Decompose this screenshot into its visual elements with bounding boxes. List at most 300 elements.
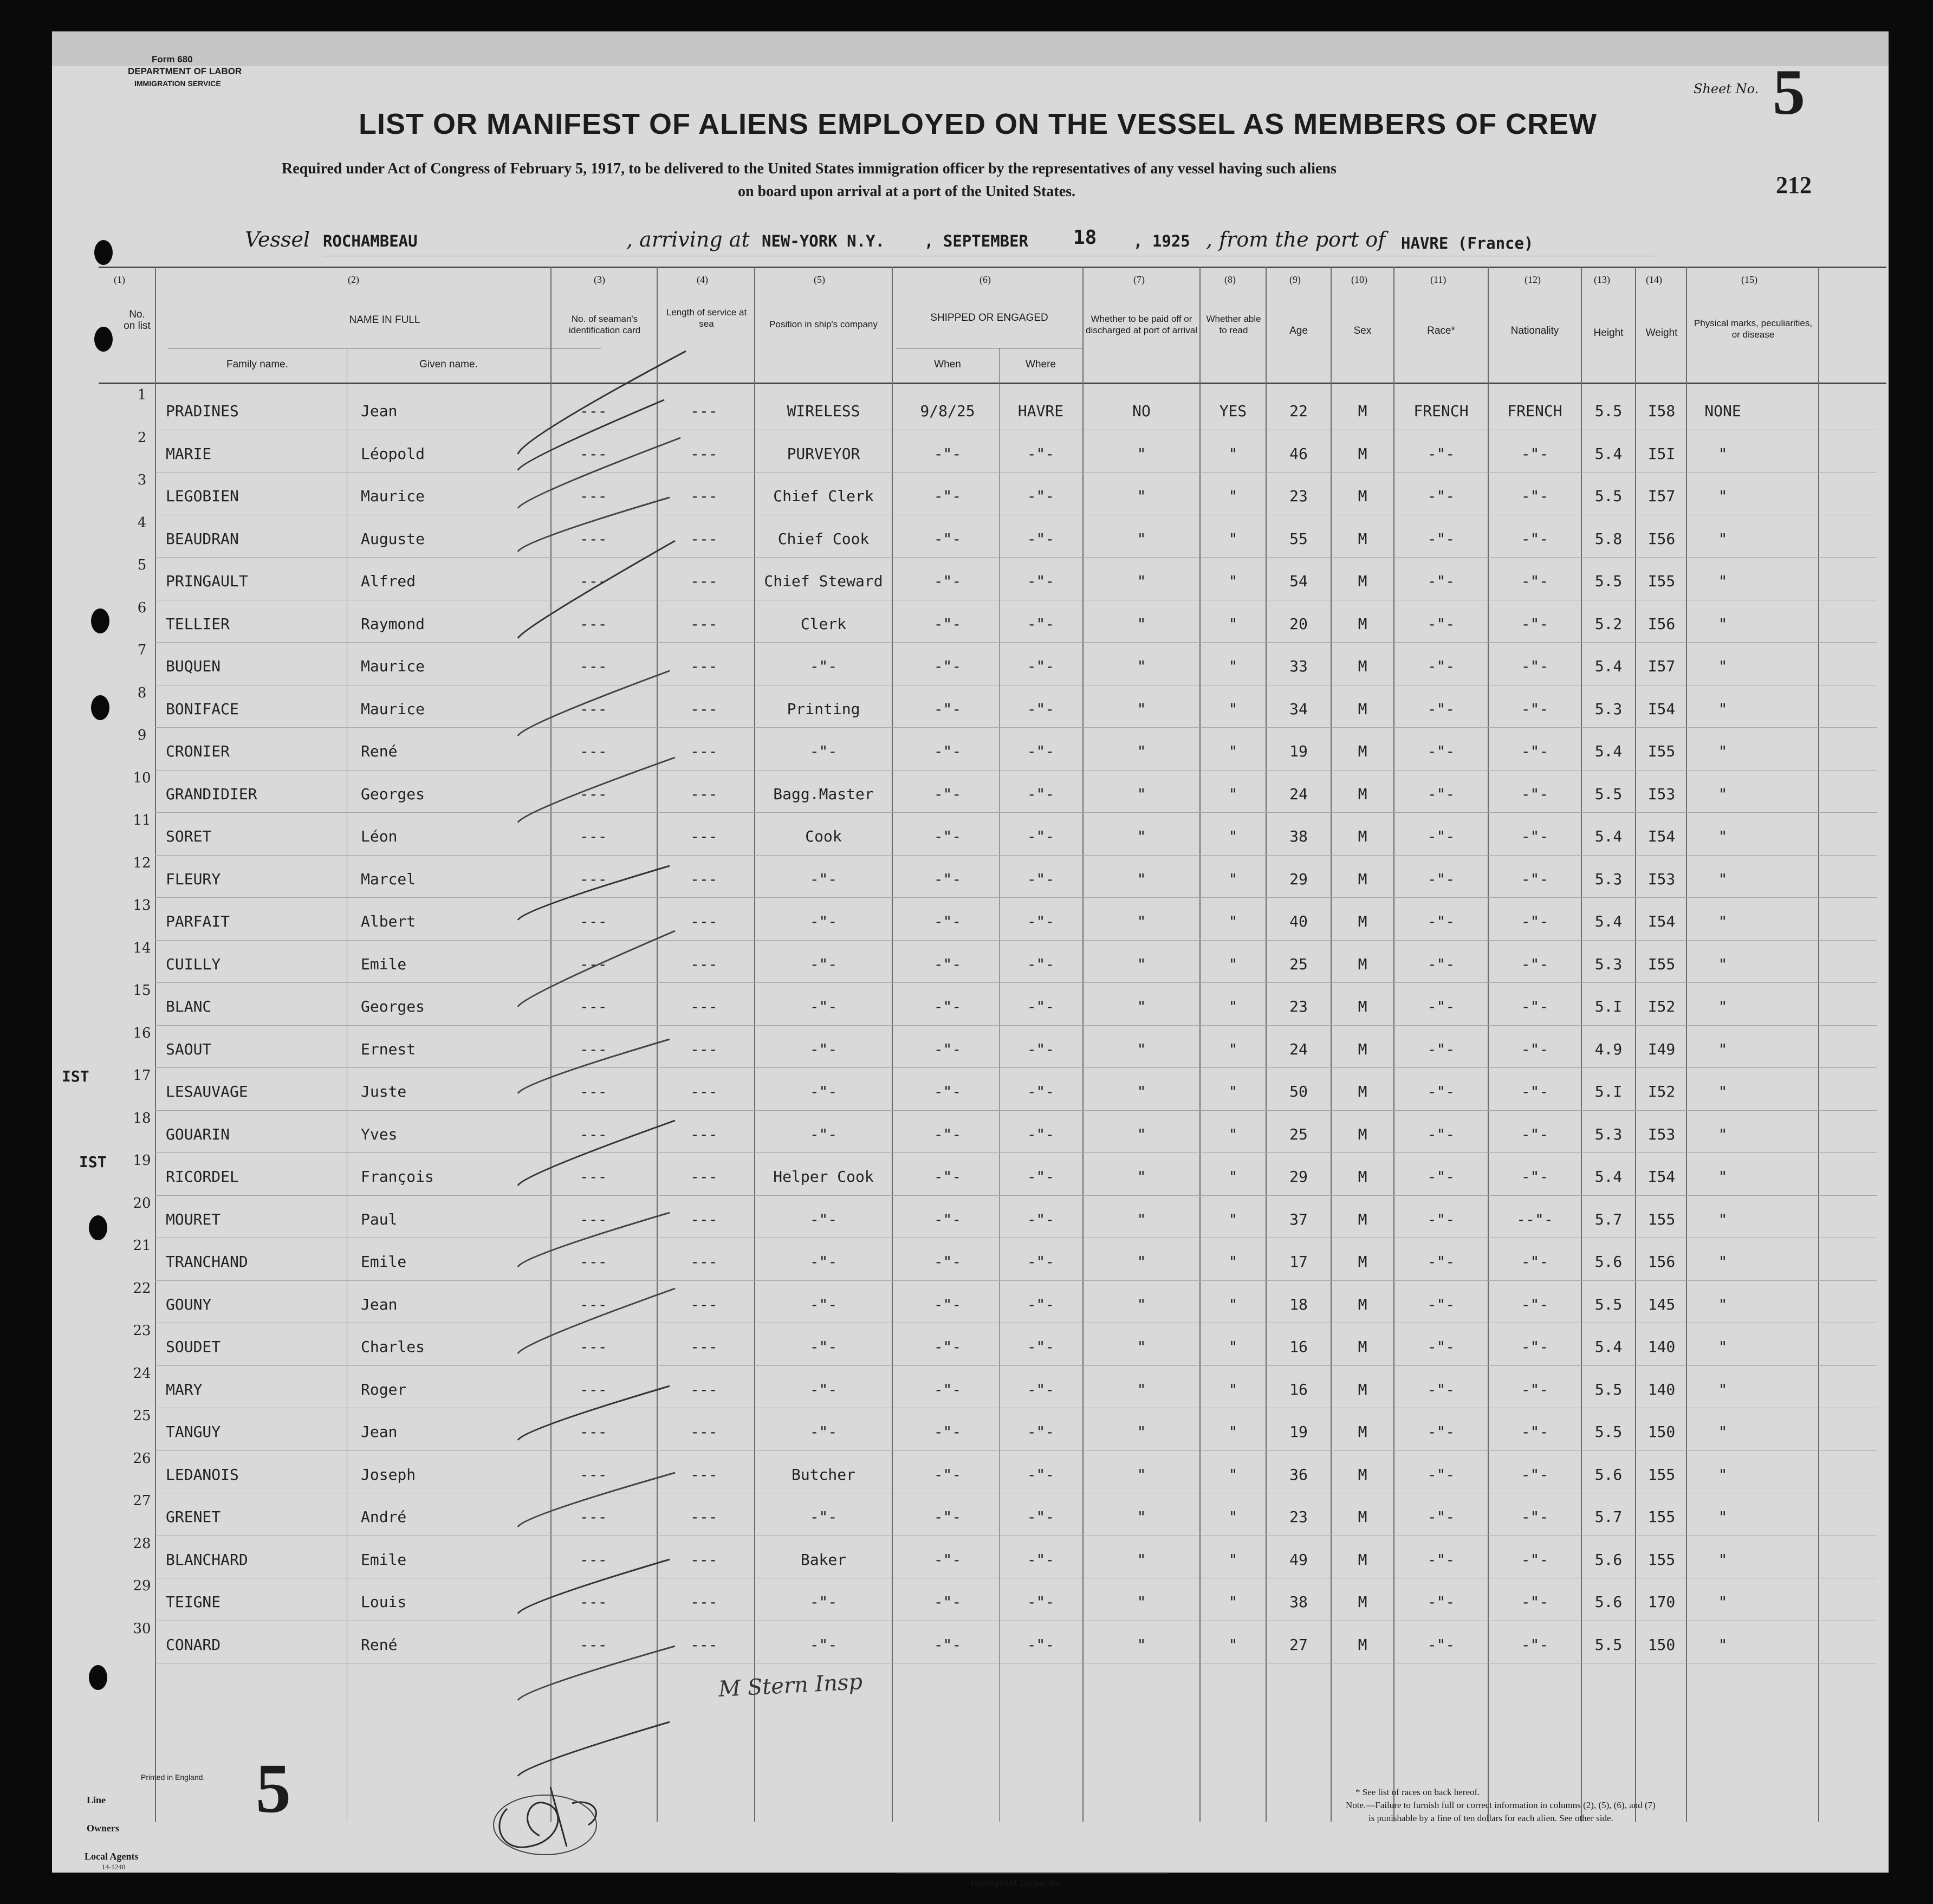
header-length-of-service: Length of service at sea xyxy=(666,307,747,329)
row-rule xyxy=(155,1152,1877,1153)
position: -"- xyxy=(809,998,838,1015)
row-number: 23 xyxy=(133,1323,151,1339)
physical-marks: " xyxy=(1718,572,1728,590)
nationality: -"- xyxy=(1521,1125,1549,1143)
race: -"- xyxy=(1427,487,1455,505)
able-to-read: " xyxy=(1228,1508,1238,1526)
position: WIRELESS xyxy=(787,402,860,420)
race: -"- xyxy=(1427,1125,1455,1143)
form-number: Form 680 xyxy=(152,54,193,64)
paid-off: " xyxy=(1137,444,1146,463)
service-length: --- xyxy=(690,402,718,420)
service-length: --- xyxy=(690,572,718,590)
service-length: --- xyxy=(690,742,718,760)
given-name: Roger xyxy=(361,1380,407,1398)
service-length: --- xyxy=(690,657,718,675)
race: -"- xyxy=(1427,614,1455,633)
sex: M xyxy=(1358,444,1367,463)
height: 5.6 xyxy=(1594,1593,1623,1611)
paid-off: " xyxy=(1137,1338,1146,1356)
row-number: 8 xyxy=(137,684,147,701)
service-length: --- xyxy=(690,1593,718,1611)
row-rule xyxy=(155,1280,1877,1281)
given-name: Georges xyxy=(361,998,425,1015)
race: -"- xyxy=(1427,1083,1455,1100)
punch-hole xyxy=(89,1215,107,1240)
shipped-when: -"- xyxy=(933,1295,962,1313)
race: -"- xyxy=(1427,742,1455,760)
row-rule xyxy=(155,1067,1877,1068)
col-number: (13) xyxy=(1594,274,1610,285)
given-name: René xyxy=(361,1635,398,1654)
arrival-day: 18 xyxy=(1073,226,1097,249)
nationality: -"- xyxy=(1521,870,1549,888)
row-number: 12 xyxy=(133,854,151,871)
manifest-sheet xyxy=(52,31,1889,1888)
height: 5.2 xyxy=(1594,614,1623,633)
height: 5.8 xyxy=(1594,529,1623,548)
weight: 145 xyxy=(1647,1295,1676,1313)
page-number: 212 xyxy=(1776,172,1812,198)
age: 18 xyxy=(1289,1295,1308,1313)
id-card-number: --- xyxy=(580,1380,607,1398)
age: 29 xyxy=(1289,1168,1308,1186)
margin-note-ist: IST xyxy=(79,1153,107,1171)
able-to-read: " xyxy=(1228,1338,1238,1356)
race: FRENCH xyxy=(1413,402,1469,420)
shipped-when: -"- xyxy=(933,1040,962,1058)
able-to-read: " xyxy=(1228,1125,1238,1143)
paid-off: " xyxy=(1137,1593,1146,1611)
row-rule xyxy=(155,940,1877,941)
race: -"- xyxy=(1427,827,1455,845)
shipped-when: -"- xyxy=(933,700,962,718)
shipped-where: -"- xyxy=(1027,1295,1055,1313)
paid-off: " xyxy=(1137,1380,1146,1398)
able-to-read: " xyxy=(1228,1040,1238,1058)
col-number: (14) xyxy=(1646,274,1662,285)
position: -"- xyxy=(809,1338,838,1356)
given-name: Jean xyxy=(361,402,398,420)
paid-off: " xyxy=(1137,1083,1146,1100)
sex: M xyxy=(1358,1083,1367,1100)
shipped-when: -"- xyxy=(933,827,962,845)
sex: M xyxy=(1358,1253,1367,1271)
service-length: --- xyxy=(690,827,718,845)
vessel-name: ROCHAMBEAU xyxy=(323,232,418,250)
shipped-when: -"- xyxy=(933,657,962,675)
physical-marks: " xyxy=(1718,1253,1728,1271)
paid-off: " xyxy=(1137,955,1146,973)
physical-marks: " xyxy=(1718,1040,1728,1058)
nationality: -"- xyxy=(1521,1380,1549,1398)
physical-marks: " xyxy=(1718,444,1728,463)
punch-hole xyxy=(94,327,113,352)
col-divider xyxy=(155,267,156,1822)
race: -"- xyxy=(1427,1168,1455,1186)
weight: I55 xyxy=(1647,572,1676,590)
race: -"- xyxy=(1427,657,1455,675)
id-card-number: --- xyxy=(580,1295,607,1313)
position: -"- xyxy=(809,1593,838,1611)
id-card-number: --- xyxy=(580,870,607,888)
sex: M xyxy=(1358,1635,1367,1654)
position: -"- xyxy=(809,657,838,675)
family-name: PRINGAULT xyxy=(166,572,248,590)
id-card-number: --- xyxy=(580,1040,607,1058)
shipped-when: 9/8/25 xyxy=(920,402,975,420)
family-name: BEAUDRAN xyxy=(166,529,239,548)
shipped-when: -"- xyxy=(933,912,962,930)
able-to-read: " xyxy=(1228,1083,1238,1100)
height: 5.3 xyxy=(1594,1125,1623,1143)
header-age: Age xyxy=(1289,325,1308,336)
given-name: Auguste xyxy=(361,529,425,548)
id-card-number: --- xyxy=(580,657,607,675)
age: 55 xyxy=(1289,529,1308,548)
given-name: Joseph xyxy=(361,1465,416,1484)
height: 5.6 xyxy=(1594,1465,1623,1484)
race: -"- xyxy=(1427,1635,1455,1654)
service-length: --- xyxy=(690,912,718,930)
shipped-where: -"- xyxy=(1027,657,1055,675)
service-length: --- xyxy=(690,1423,718,1441)
family-name: LEGOBIEN xyxy=(166,487,239,505)
family-name: BONIFACE xyxy=(166,700,239,718)
shipped-where: -"- xyxy=(1027,1168,1055,1186)
paid-off: " xyxy=(1137,1550,1146,1569)
col-divider xyxy=(1393,267,1394,1822)
family-name: CUILLY xyxy=(166,955,221,973)
footer-form-code: 14-1240 xyxy=(102,1863,126,1871)
nationality: -"- xyxy=(1521,998,1549,1015)
from-port-label: , from the port of xyxy=(1206,228,1386,251)
weight: I57 xyxy=(1647,487,1676,505)
height: 5.I xyxy=(1594,998,1623,1015)
age: 37 xyxy=(1289,1210,1308,1228)
sex: M xyxy=(1358,572,1367,590)
position: -"- xyxy=(809,1040,838,1058)
given-name: Paul xyxy=(361,1210,398,1228)
shipped-when: -"- xyxy=(933,1083,962,1100)
shipped-when: -"- xyxy=(933,1593,962,1611)
position: Clerk xyxy=(800,614,847,633)
col-divider xyxy=(1635,267,1636,1822)
given-name: François xyxy=(361,1168,434,1186)
arriving-label: , arriving at xyxy=(626,228,750,251)
able-to-read: " xyxy=(1228,1423,1238,1441)
height: 5.5 xyxy=(1594,402,1623,420)
position: Helper Cook xyxy=(773,1168,874,1186)
position: -"- xyxy=(809,870,838,888)
physical-marks: " xyxy=(1718,487,1728,505)
given-name: Alfred xyxy=(361,572,416,590)
id-card-number: --- xyxy=(580,1253,607,1271)
able-to-read: " xyxy=(1228,572,1238,590)
arrival-year: , 1925 xyxy=(1133,232,1190,250)
family-name: GOUNY xyxy=(166,1295,212,1313)
given-name: Emile xyxy=(361,1550,407,1569)
physical-marks: " xyxy=(1718,955,1728,973)
family-name: GRENET xyxy=(166,1508,221,1526)
inspector-signature: M Stern Insp xyxy=(717,1669,864,1702)
position: -"- xyxy=(809,742,838,760)
weight: I54 xyxy=(1647,827,1676,845)
height: 5.7 xyxy=(1594,1210,1623,1228)
race: -"- xyxy=(1427,1040,1455,1058)
nationality: FRENCH xyxy=(1507,402,1562,420)
race: -"- xyxy=(1427,785,1455,803)
weight: I54 xyxy=(1647,1168,1676,1186)
nationality: -"- xyxy=(1521,785,1549,803)
weight: I52 xyxy=(1647,998,1676,1015)
row-number: 19 xyxy=(133,1152,151,1169)
weight: 155 xyxy=(1647,1508,1676,1526)
shipped-where: -"- xyxy=(1027,1210,1055,1228)
service-length: --- xyxy=(690,444,718,463)
shipped-when: -"- xyxy=(933,1380,962,1398)
given-name: Yves xyxy=(361,1125,398,1143)
id-card-number: --- xyxy=(580,742,607,760)
given-name: André xyxy=(361,1508,407,1526)
able-to-read: " xyxy=(1228,657,1238,675)
sex: M xyxy=(1358,1338,1367,1356)
nationality: -"- xyxy=(1521,1253,1549,1271)
able-to-read: " xyxy=(1228,1168,1238,1186)
physical-marks: " xyxy=(1718,1083,1728,1100)
physical-marks: " xyxy=(1718,614,1728,633)
given-name: Raymond xyxy=(361,614,425,633)
race: -"- xyxy=(1427,572,1455,590)
family-name: TELLIER xyxy=(166,614,230,633)
family-name: SOUDET xyxy=(166,1338,221,1356)
age: 19 xyxy=(1289,742,1308,760)
nationality: -"- xyxy=(1521,700,1549,718)
able-to-read: " xyxy=(1228,529,1238,548)
handwritten-flourish xyxy=(485,1765,626,1863)
weight: I54 xyxy=(1647,912,1676,930)
row-number: 16 xyxy=(133,1025,151,1041)
weight: I55 xyxy=(1647,955,1676,973)
printed-in-england: Printed in England. xyxy=(141,1773,205,1782)
nationality: -"- xyxy=(1521,827,1549,845)
position: Baker xyxy=(800,1550,847,1569)
age: 24 xyxy=(1289,1040,1308,1058)
physical-marks: " xyxy=(1718,1168,1728,1186)
shipped-where: -"- xyxy=(1027,614,1055,633)
shipped-when: -"- xyxy=(933,998,962,1015)
service-length: --- xyxy=(690,1550,718,1569)
col-divider xyxy=(754,267,755,1822)
race: -"- xyxy=(1427,870,1455,888)
family-name: PARFAIT xyxy=(166,912,230,930)
age: 27 xyxy=(1289,1635,1308,1654)
height: 5.I xyxy=(1594,1083,1623,1100)
shipped-when: -"- xyxy=(933,487,962,505)
col-divider xyxy=(1581,267,1582,1822)
race: -"- xyxy=(1427,955,1455,973)
position: Butcher xyxy=(791,1465,855,1484)
sex: M xyxy=(1358,402,1367,420)
nationality: -"- xyxy=(1521,1168,1549,1186)
header-id-card: No. of seaman's identification card xyxy=(568,314,641,335)
age: 54 xyxy=(1289,572,1308,590)
height: 5.4 xyxy=(1594,742,1623,760)
able-to-read: " xyxy=(1228,700,1238,718)
row-rule xyxy=(155,982,1877,983)
header-given-name: Given name. xyxy=(419,359,478,370)
weight: 155 xyxy=(1647,1550,1676,1569)
service-length: --- xyxy=(690,1635,718,1654)
physical-marks: " xyxy=(1718,1465,1728,1484)
race: -"- xyxy=(1427,1593,1455,1611)
row-number: 10 xyxy=(133,769,151,786)
sheet-number: 5 xyxy=(1773,56,1805,128)
row-rule xyxy=(155,642,1877,643)
weight: 150 xyxy=(1647,1635,1676,1654)
col-number: (10) xyxy=(1351,274,1367,285)
height: 5.6 xyxy=(1594,1550,1623,1569)
family-name: BLANC xyxy=(166,998,212,1015)
arrival-port: NEW-YORK N.Y. xyxy=(762,232,885,250)
family-name: RICORDEL xyxy=(166,1168,239,1186)
height: 5.4 xyxy=(1594,444,1623,463)
col-divider xyxy=(1818,267,1819,1822)
shipped-where: -"- xyxy=(1027,572,1055,590)
height: 5.4 xyxy=(1594,912,1623,930)
col-number: (8) xyxy=(1224,274,1236,285)
sex: M xyxy=(1358,1040,1367,1058)
row-number: 28 xyxy=(133,1535,151,1552)
able-to-read: " xyxy=(1228,998,1238,1015)
age: 29 xyxy=(1289,870,1308,888)
able-to-read: " xyxy=(1228,1593,1238,1611)
shipped-where: -"- xyxy=(1027,827,1055,845)
able-to-read: " xyxy=(1228,742,1238,760)
row-number: 15 xyxy=(133,982,151,999)
sex: M xyxy=(1358,1125,1367,1143)
row-number: 17 xyxy=(133,1067,151,1084)
col-number: (6) xyxy=(980,274,991,285)
weight: I55 xyxy=(1647,742,1676,760)
col-number: (3) xyxy=(594,274,605,285)
family-name: MOURET xyxy=(166,1210,221,1228)
shipped-where: -"- xyxy=(1027,998,1055,1015)
weight: I53 xyxy=(1647,785,1676,803)
id-card-number: --- xyxy=(580,955,607,973)
position: Bagg.Master xyxy=(773,785,874,803)
able-to-read: " xyxy=(1228,1550,1238,1569)
col-number: (2) xyxy=(348,274,359,285)
checkmark-ticks xyxy=(507,335,702,1830)
shipped-when: -"- xyxy=(933,1168,962,1186)
header-no-on-list: No. on list xyxy=(124,309,151,332)
col-number: (7) xyxy=(1133,274,1145,285)
position: -"- xyxy=(809,955,838,973)
row-number: 20 xyxy=(133,1195,151,1212)
weight: I58 xyxy=(1647,402,1676,420)
shipped-when: -"- xyxy=(933,1508,962,1526)
col-divider xyxy=(892,267,893,1822)
family-name: BUQUEN xyxy=(166,657,221,675)
shipped-where: -"- xyxy=(1027,785,1055,803)
nationality: -"- xyxy=(1521,1040,1549,1058)
height: 5.5 xyxy=(1594,572,1623,590)
header-weight: Weight xyxy=(1645,327,1678,339)
able-to-read: " xyxy=(1228,614,1238,633)
able-to-read: " xyxy=(1228,1253,1238,1271)
physical-marks: " xyxy=(1718,870,1728,888)
physical-marks: " xyxy=(1718,1125,1728,1143)
race: -"- xyxy=(1427,1338,1455,1356)
given-name: Léopold xyxy=(361,444,425,463)
row-number: 3 xyxy=(137,472,147,488)
weight: I57 xyxy=(1647,657,1676,675)
id-card-number: --- xyxy=(580,1210,607,1228)
nationality: -"- xyxy=(1521,1508,1549,1526)
manifest-title: LIST OR MANIFEST OF ALIENS EMPLOYED ON THE VESSEL AS MEMBERS OF CREW xyxy=(359,108,1598,140)
id-card-number: --- xyxy=(580,529,607,548)
given-name: Maurice xyxy=(361,657,425,675)
paid-off: " xyxy=(1137,1423,1146,1441)
height: 5.6 xyxy=(1594,1253,1623,1271)
height: 5.3 xyxy=(1594,700,1623,718)
punch-hole xyxy=(91,695,109,720)
col-divider xyxy=(1331,267,1332,1822)
row-number: 26 xyxy=(133,1450,151,1467)
age: 25 xyxy=(1289,1125,1308,1143)
col-number: (12) xyxy=(1525,274,1541,285)
given-name: Charles xyxy=(361,1338,425,1356)
top-edge-band xyxy=(52,31,1889,66)
paid-off: " xyxy=(1137,1295,1146,1313)
given-name: Louis xyxy=(361,1593,407,1611)
service-length: --- xyxy=(690,1253,718,1271)
physical-marks: " xyxy=(1718,700,1728,718)
shipped-when: -"- xyxy=(933,785,962,803)
weight: 170 xyxy=(1647,1593,1676,1611)
service-length: --- xyxy=(690,1295,718,1313)
sex: M xyxy=(1358,1423,1367,1441)
table-top-border xyxy=(99,267,1886,268)
shipped-when: -"- xyxy=(933,1125,962,1143)
sex: M xyxy=(1358,1210,1367,1228)
service-length: --- xyxy=(690,1465,718,1484)
service-length: --- xyxy=(690,1380,718,1398)
row-rule xyxy=(155,897,1877,898)
id-card-number: --- xyxy=(580,1593,607,1611)
paid-off: " xyxy=(1137,785,1146,803)
header-shipped-engaged: SHIPPED OR ENGAGED xyxy=(930,312,1048,323)
height: 5.3 xyxy=(1594,955,1623,973)
id-card-number: --- xyxy=(580,444,607,463)
height: 5.5 xyxy=(1594,785,1623,803)
age: 22 xyxy=(1289,402,1308,420)
paid-off: " xyxy=(1137,1210,1146,1228)
row-rule xyxy=(155,557,1877,558)
family-name: TRANCHAND xyxy=(166,1253,248,1271)
given-name: Léon xyxy=(361,827,398,845)
col-divider xyxy=(1082,267,1084,1822)
nationality: -"- xyxy=(1521,1083,1549,1100)
given-name: Albert xyxy=(361,912,416,930)
footer-line-label: Line xyxy=(87,1795,106,1805)
nationality: -"- xyxy=(1521,529,1549,548)
service-length: --- xyxy=(690,487,718,505)
sex: M xyxy=(1358,1550,1367,1569)
shipped-where: -"- xyxy=(1027,1550,1055,1569)
race-footnote: * See list of races on back hereof. xyxy=(1355,1787,1480,1797)
